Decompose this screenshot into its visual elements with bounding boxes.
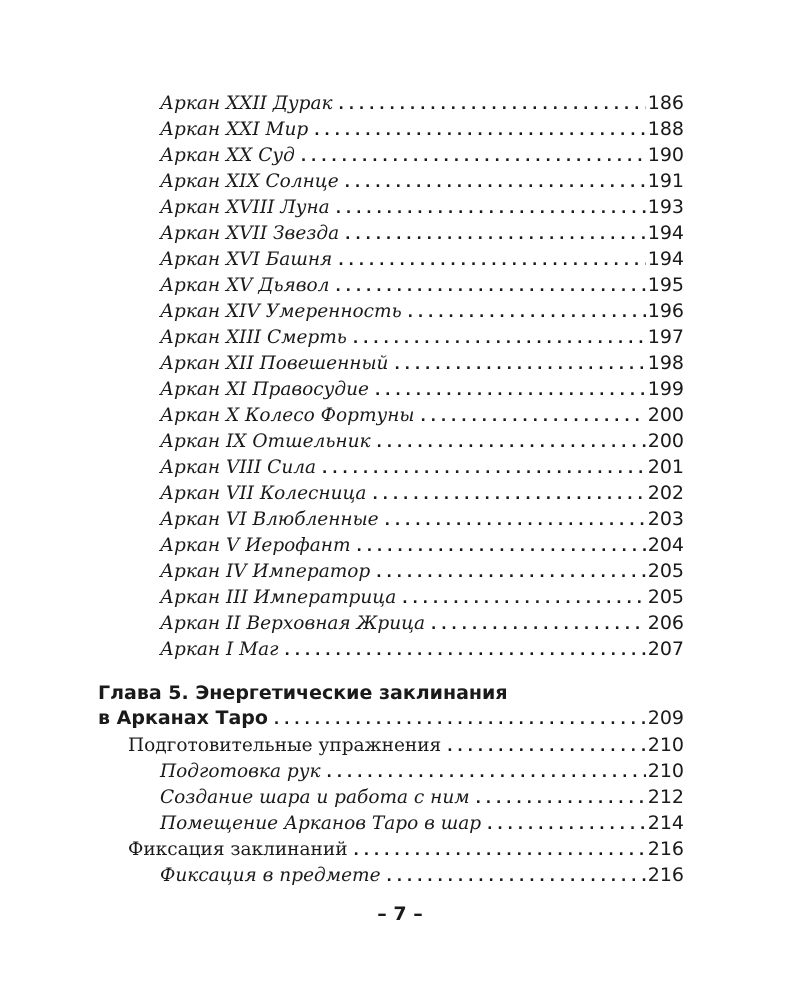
dot-leader (387, 864, 646, 890)
dot-leader (376, 560, 645, 586)
toc-entry-page: 206 (647, 612, 684, 634)
dot-leader (301, 144, 646, 170)
toc-entry-page: 190 (647, 144, 684, 166)
toc-entry-arcana-4[interactable] (160, 558, 684, 584)
dot-leader (476, 786, 646, 812)
toc-entry-page: 210 (647, 760, 684, 782)
dot-leader (345, 170, 646, 196)
dot-leader (353, 326, 646, 352)
toc-entry-label: Аркан XVII Звезда (160, 223, 340, 244)
toc-entry-label: Аркан IV Император (160, 561, 371, 582)
dot-leader (385, 508, 646, 534)
toc-entry-label: Аркан III Императрица (160, 587, 397, 608)
toc-entry-page: 193 (647, 196, 684, 218)
toc-entry-page: 207 (647, 638, 684, 660)
toc-entry-label: Помещение Арканов Таро в шар (160, 813, 482, 834)
toc-entry-arcana-2[interactable] (160, 610, 684, 636)
toc-entry-arcana-14[interactable] (160, 298, 684, 324)
toc-entry-page: 202 (647, 482, 684, 504)
dot-leader (375, 378, 646, 404)
toc-entry-subsection[interactable] (160, 758, 684, 784)
dot-leader (487, 812, 646, 838)
toc-entry-arcana-7[interactable] (160, 480, 684, 506)
toc-entry-label: Аркан XXII Дурак (160, 93, 333, 114)
toc-entry-label: Аркан XIII Смерть (160, 327, 347, 348)
toc-entry-arcana-11[interactable] (160, 376, 684, 402)
toc-entry-page: 198 (647, 352, 684, 374)
toc-entry-page: 197 (647, 326, 684, 348)
chapter-title-continued: в Арканах Таро (98, 707, 268, 729)
toc-entry-arcana-21[interactable] (160, 116, 684, 142)
toc-entry-label: Аркан X Колесо Фортуны (160, 405, 415, 426)
dot-leader (339, 92, 646, 118)
dot-leader (408, 300, 646, 326)
dot-leader (336, 196, 646, 222)
dot-leader (314, 118, 646, 144)
toc-entry-label: Аркан XI Правосудие (160, 379, 369, 400)
toc-entry-page: 203 (647, 508, 684, 530)
dot-leader (431, 612, 646, 638)
toc-entry-arcana-1[interactable] (160, 636, 684, 662)
toc-entry-arcana-18[interactable] (160, 194, 684, 220)
toc-entry-label: Аркан VI Влюбленные (160, 509, 379, 530)
toc-entry-arcana-10[interactable] (160, 402, 684, 428)
toc-entry-page: 216 (647, 838, 684, 860)
toc-entry-arcana-8[interactable] (160, 454, 684, 480)
toc-entry-label: Аркан XIX Солнце (160, 171, 339, 192)
page-number: – 7 – (377, 903, 423, 925)
toc-entry-arcana-3[interactable] (160, 584, 684, 610)
toc-entry-page: 210 (647, 734, 684, 756)
toc-entry-label: Фиксация заклинаний (128, 839, 348, 860)
toc-entry-page: 199 (647, 378, 684, 400)
toc-entry-arcana-5[interactable] (160, 532, 684, 558)
toc-entry-subsection[interactable] (160, 784, 684, 810)
dot-leader (285, 638, 646, 664)
toc-entry-label: Аркан VIII Сила (160, 457, 317, 478)
toc-entry-label: Фиксация в предмете (160, 865, 381, 886)
toc-entry-page: 191 (647, 170, 684, 192)
toc-entry-label: Аркан XXI Мир (160, 119, 309, 140)
dot-leader (322, 456, 646, 482)
dot-leader (274, 707, 646, 733)
toc-entry-arcana-16[interactable] (160, 246, 684, 272)
toc-entry-label: Аркан XIV Умеренность (160, 301, 402, 322)
toc-entry-page: 201 (647, 456, 684, 478)
toc-entry-page: 205 (647, 560, 684, 582)
toc-entry-subsection[interactable] (160, 810, 684, 836)
toc-entry-arcana-22[interactable] (160, 90, 684, 116)
toc-entry-arcana-12[interactable] (160, 350, 684, 376)
dot-leader (338, 248, 645, 274)
toc-entry-label: Аркан II Верховная Жрица (160, 613, 426, 634)
toc-entry-page: 204 (647, 534, 684, 556)
toc-entry-page: 216 (647, 864, 684, 886)
toc-entry-arcana-13[interactable] (160, 324, 684, 350)
dot-leader (335, 274, 645, 300)
dot-leader (357, 534, 646, 560)
toc-entry-arcana-20[interactable] (160, 142, 684, 168)
toc-entry-page: 200 (647, 430, 684, 452)
dot-leader (372, 482, 645, 508)
toc-entry-label: Создание шара и работа с ним (160, 787, 470, 808)
toc-entry-arcana-15[interactable] (160, 272, 684, 298)
toc-entry-chapter-5[interactable] (98, 705, 684, 731)
toc-entry-label: Аркан XII Повешенный (160, 353, 389, 374)
dot-leader (345, 222, 646, 248)
toc-entry-section[interactable] (128, 732, 684, 758)
toc-entry-arcana-6[interactable] (160, 506, 684, 532)
dot-leader (420, 404, 645, 430)
toc-entry-page: 196 (647, 300, 684, 322)
toc-entry-page: 194 (647, 248, 684, 270)
toc-entry-arcana-17[interactable] (160, 220, 684, 246)
toc-entry-label: Подготовка рук (160, 761, 321, 782)
toc-entry-label: Аркан IX Отшельник (160, 431, 371, 452)
toc-entry-label: Аркан XX Суд (160, 145, 295, 166)
toc-entry-label: Подготовительные упражнения (128, 735, 442, 756)
toc-entry-label: Аркан VII Колесница (160, 483, 367, 504)
toc-entry-page: 195 (647, 274, 684, 296)
dot-leader (394, 352, 645, 378)
toc-entry-label: Аркан I Маг (160, 639, 279, 660)
toc-entry-arcana-9[interactable] (160, 428, 684, 454)
toc-entry-subsection[interactable] (160, 862, 684, 888)
toc-entry-arcana-19[interactable] (160, 168, 684, 194)
toc-entry-page: 209 (647, 707, 684, 729)
toc-entry-page: 200 (647, 404, 684, 426)
dot-leader (447, 734, 646, 760)
toc-entry-section[interactable] (128, 836, 684, 862)
toc-entry-page: 212 (647, 786, 684, 808)
toc-entry-page: 205 (647, 586, 684, 608)
dot-leader (402, 586, 645, 612)
toc-entry-label: Аркан XV Дьявол (160, 275, 330, 296)
toc-entry-label: Аркан XVI Башня (160, 249, 333, 270)
chapter-title: Глава 5. Энергетические заклинания (98, 682, 508, 704)
toc-entry-page: 194 (647, 222, 684, 244)
toc-entry-label: Аркан V Иерофант (160, 535, 351, 556)
dot-leader (327, 760, 646, 786)
toc-entry-page: 214 (647, 812, 684, 834)
dot-leader (377, 430, 646, 456)
dot-leader (354, 838, 646, 864)
toc-entry-page: 186 (647, 92, 684, 114)
toc-entry-label: Аркан XVIII Луна (160, 197, 330, 218)
toc-entry-page: 188 (647, 118, 684, 140)
